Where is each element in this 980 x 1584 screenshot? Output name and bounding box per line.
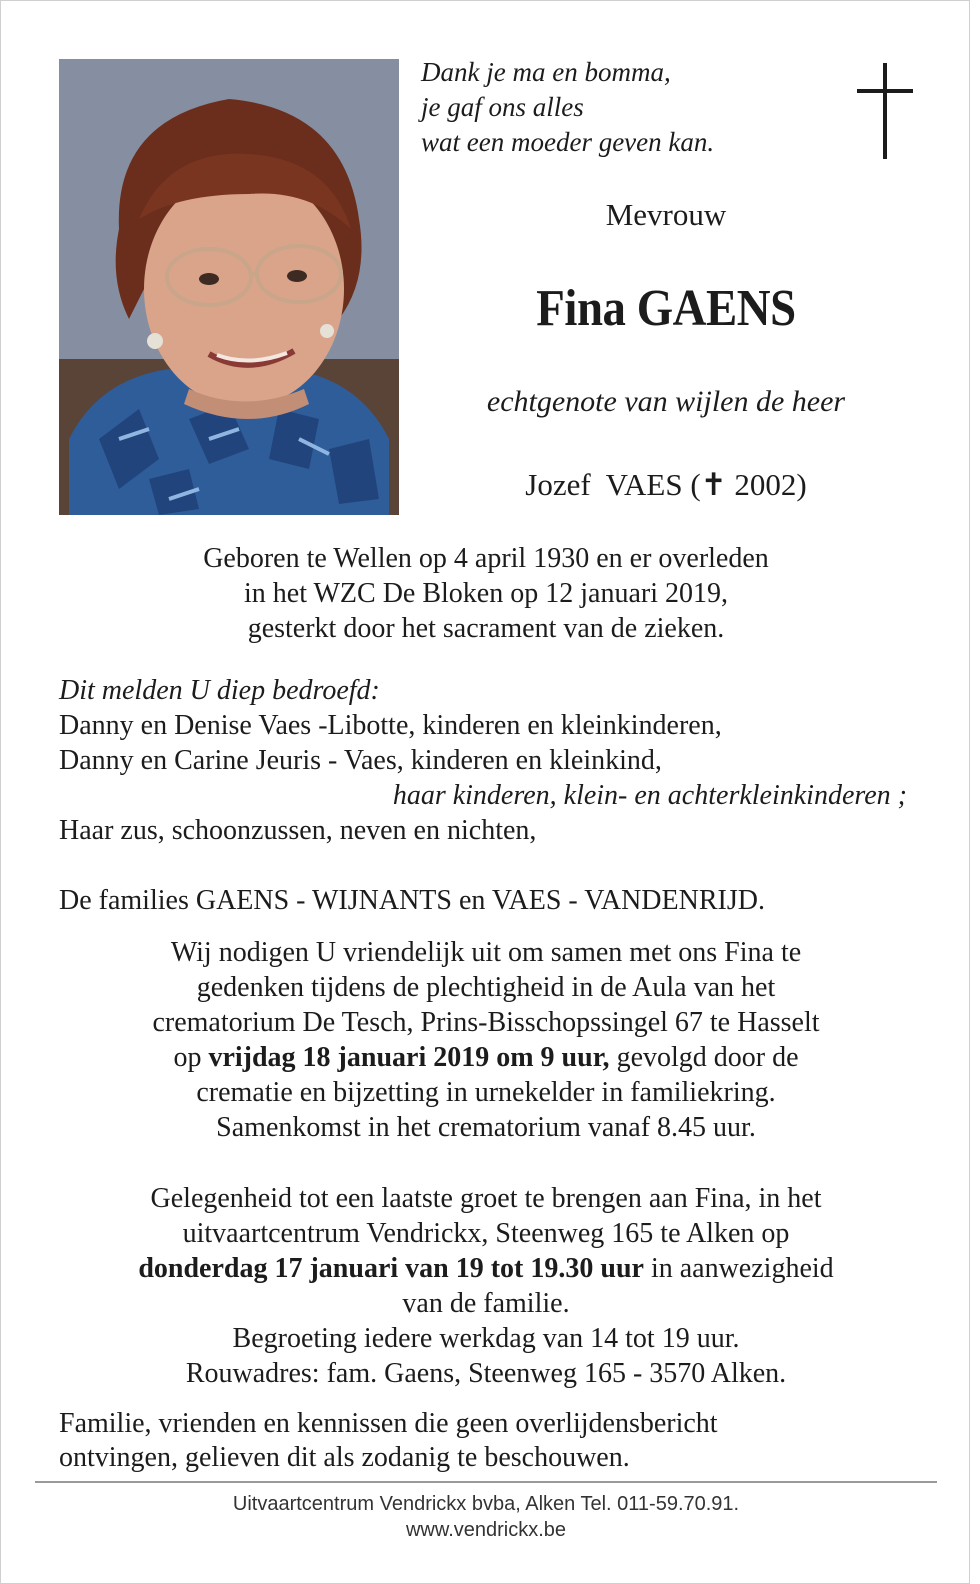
mourner-line: Danny en Denise Vaes -Libotte, kinderen en kleinkinderen, (59, 710, 722, 741)
memorial-verse (421, 55, 714, 160)
mourner-line: De families GAENS - WIJNANTS en VAES - VANDENRIJD. (59, 885, 765, 916)
mourners-list (59, 673, 919, 918)
ceremony-date: vrijdag 18 januari 2019 om 9 uur, (208, 1042, 610, 1073)
ceremony-line: crematorium De Tesch, Prins-Bisschopssingel 67 te Hasselt (152, 1007, 820, 1038)
ceremony-text: gevolgd door de (609, 1042, 799, 1073)
ceremony-line: gedenken tijdens de plechtigheid in de Aula van het (196, 972, 776, 1003)
farewell-line: Begroeting iedere werkdag van 14 tot 19 uur. (232, 1323, 740, 1354)
farewell-line: Gelegenheid tot een laatste groet te brengen aan Fina, in het (150, 1183, 822, 1214)
mourners-intro: Dit melden U diep bedroefd: (59, 675, 380, 706)
mourner-line: haar kinderen, klein- en achterkleinkinderen ; (392, 780, 907, 811)
mourner-line: Danny en Carine Jeuris - Vaes, kinderen en kleinkind, (59, 745, 662, 776)
portrait-photo (59, 59, 399, 515)
closing-note (59, 1407, 939, 1475)
ceremony-line: Wij nodigen U vriendelijk uit om samen met ons Fina te (170, 937, 802, 968)
birth-death-details (41, 541, 931, 646)
closing-line: Familie, vrienden en kennissen die geen overlijdensbericht (59, 1408, 718, 1439)
spouse-name: Jozef VAES (✝ 2002) (525, 467, 807, 502)
spouse-intro: echtgenote van wijlen de heer (486, 385, 846, 418)
cross-icon (857, 63, 913, 159)
closing-line: ontvingen, gelieven dit als zodanig te beschouwen. (59, 1442, 630, 1473)
birth-line: in het WZC De Bloken op 12 januari 2019, (244, 578, 728, 609)
farewell-line: Rouwadres: fam. Gaens, Steenweg 165 - 3570 Alken. (185, 1358, 787, 1389)
portrait-illustration (59, 59, 399, 515)
verse-line: wat een moeder geven kan. (421, 127, 715, 157)
ceremony-line: Samenkomst in het crematorium vanaf 8.45 uur. (216, 1112, 756, 1143)
funeral-home-footer (35, 1491, 937, 1543)
farewell-details (41, 1181, 931, 1391)
footer-website: www.vendrickx.be (405, 1519, 567, 1541)
footer-contact: Uitvaartcentrum Vendrickx bvba, Alken Tel. 011-59.70.91. (232, 1493, 740, 1515)
ceremony-line: crematie en bijzetting in urnekelder in familiekring. (196, 1077, 776, 1108)
ceremony-text: op (173, 1042, 209, 1073)
farewell-line (41, 1251, 931, 1286)
ceremony-line (41, 1040, 931, 1075)
farewell-text: in aanwezigheid (643, 1253, 834, 1284)
deceased-name: Fina GAENS (536, 280, 796, 337)
farewell-line: van de familie. (402, 1288, 570, 1319)
spacer (59, 848, 919, 883)
honorific: Mevrouw (605, 197, 727, 232)
verse-line: Dank je ma en bomma, (421, 57, 671, 87)
mourner-line: Haar zus, schoonzussen, neven en nichten, (59, 815, 537, 846)
footer-divider (35, 1481, 937, 1483)
ceremony-details (41, 935, 931, 1145)
birth-line: Geboren te Wellen op 4 april 1930 en er overleden (203, 543, 769, 574)
farewell-line: uitvaartcentrum Vendrickx, Steenweg 165 te Alken op (182, 1218, 790, 1249)
verse-line: je gaf ons alles (421, 92, 584, 122)
farewell-date: donderdag 17 januari van 19 tot 19.30 uur (138, 1253, 644, 1284)
birth-line: gesterkt door het sacrament van de zieken. (247, 613, 725, 644)
